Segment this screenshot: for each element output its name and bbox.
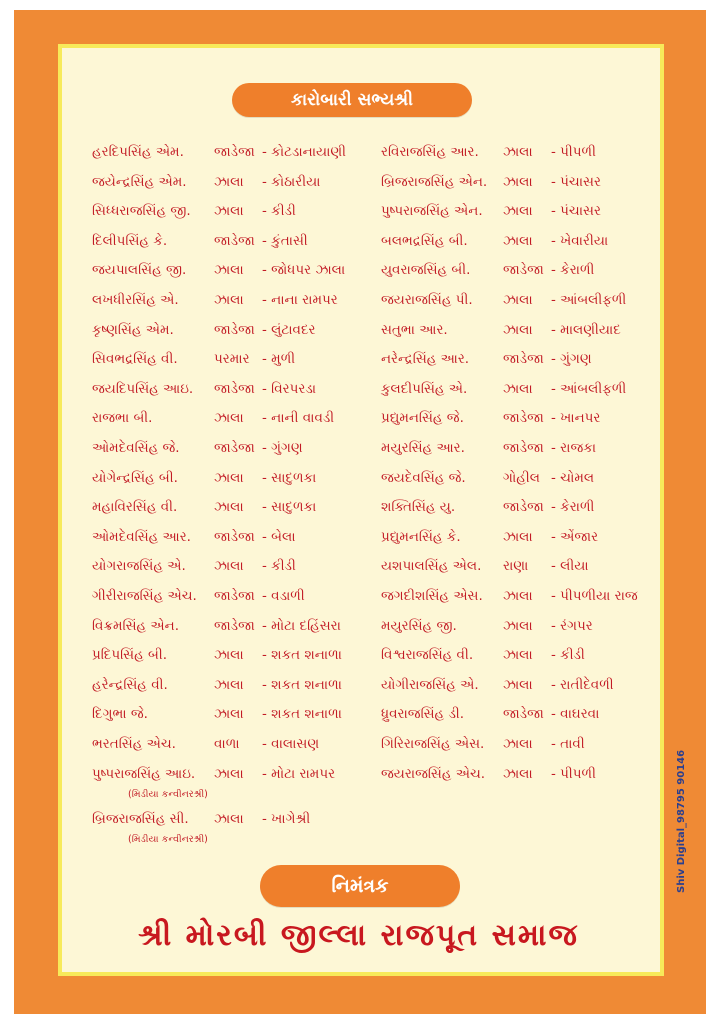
member-village: - વાલાસણ — [262, 736, 320, 752]
member-surname: ઝાલા — [503, 528, 533, 545]
member-name: યોગેન્દ્રસિંહ બી. — [92, 469, 178, 486]
member-name: ગિરિરાજસિંહ એસ. — [381, 736, 485, 752]
member-village: - મુળી — [262, 351, 296, 368]
media-convener-note-2: (મિડીયા કન્વીનરશ્રી) — [128, 834, 208, 845]
member-village: - તાવી — [551, 736, 585, 752]
member-surname: ઝાલા — [214, 203, 244, 220]
member-surname: જાડેજા — [503, 499, 544, 516]
member-name: વિક્રમસિંહ એન. — [92, 617, 179, 634]
member-village: - ચોમલ — [551, 469, 595, 486]
member-name: ઓમદેવસિંહ જે. — [92, 440, 180, 456]
member-village: - ખેવારીયા — [551, 232, 609, 249]
member-name: બ્રિજરાજસિંહ એન. — [381, 173, 488, 190]
member-surname: જાડેજા — [214, 232, 255, 249]
footer-title: શ્રી મોરબી જીલ્લા રાજપૂત સમાજ — [138, 918, 579, 953]
member-surname: જાડેજા — [214, 380, 255, 397]
invite-badge — [260, 865, 460, 907]
member-name: મયુરસિંહ જી. — [381, 617, 457, 634]
member-name: યોગીરાજસિંહ એ. — [381, 676, 479, 693]
member-name: બલભદ્રસિંહ બી. — [381, 232, 468, 249]
member-surname: ઝાલા — [503, 380, 533, 397]
member-name: કૃષ્ણસિંહ એમ. — [92, 321, 174, 338]
member-village: - કોઠારીયા — [262, 173, 321, 190]
member-surname: ઝાલા — [503, 765, 533, 782]
member-surname: જાડેજા — [214, 440, 255, 456]
member-name: યશપાલસિંહ એલ. — [381, 558, 482, 575]
member-village: - જોધપર ઝાલા — [262, 262, 346, 279]
member-village: - ખાગેશ્રી — [262, 811, 311, 827]
member-name: કુલદીપસિંહ એ. — [381, 380, 468, 397]
member-village: - મોટા રામપર — [262, 765, 336, 782]
member-village: - વડાળી — [262, 588, 305, 604]
member-name: શક્તિસિંહ યુ. — [381, 499, 456, 516]
member-village: - કીડી — [551, 647, 585, 664]
member-name: યુવરાજસિંહ બી. — [381, 262, 471, 279]
member-name: વિશ્વરાજસિંહ વી. — [381, 647, 474, 664]
member-surname: ઝાલા — [503, 588, 533, 604]
member-village: - કીડી — [262, 558, 296, 575]
member-village: - સાદુળકા — [262, 499, 317, 516]
member-surname: ઝાલા — [503, 736, 533, 752]
member-name: રવિરાજસિંહ આર. — [381, 144, 479, 160]
member-village: - લુંટાવદર — [262, 321, 316, 338]
member-surname: જાડેજા — [214, 528, 255, 545]
member-name: બ્રિજરાજસિંહ સી. — [92, 811, 189, 827]
member-surname: ઝાલા — [214, 765, 244, 782]
section-title: કારોબારી સભ્યશ્રી — [291, 90, 413, 110]
member-village: - લીયા — [551, 558, 589, 575]
member-surname: ઝાલા — [503, 144, 533, 160]
member-surname: ઝાલા — [214, 499, 244, 516]
member-village: - પીપળી — [551, 765, 596, 782]
member-surname: ઝાલા — [503, 647, 533, 664]
member-name: સતુભા આર. — [381, 321, 448, 338]
member-village: - એંજાર — [551, 528, 599, 545]
member-name: દિગુભા જે. — [92, 706, 148, 723]
member-surname: ઝાલા — [214, 173, 244, 190]
member-surname: ઝાલા — [214, 292, 244, 308]
member-surname: ઝાલા — [503, 321, 533, 338]
member-village: - વાઘરવા — [551, 706, 600, 723]
invite-label: નિમંત્રક — [331, 875, 389, 897]
member-village: - આંબલીફળી — [551, 292, 627, 308]
member-surname: વાળા — [214, 736, 240, 752]
member-name: ભરતસિંહ એચ. — [92, 736, 176, 752]
member-village: - શકત શનાળા — [262, 647, 342, 664]
member-surname: ઝાલા — [503, 203, 533, 220]
member-village: - રાજકા — [551, 440, 597, 456]
member-surname: ઝાલા — [503, 232, 533, 249]
member-name: જયદિપસિંહ આઇ. — [92, 380, 194, 397]
member-village: - કુંતાસી — [262, 232, 308, 249]
member-village: - કીડી — [262, 203, 296, 220]
member-name: હરેન્દ્રસિંહ વી. — [92, 676, 168, 693]
member-surname: જાડેજા — [214, 321, 255, 338]
member-surname: ઝાલા — [214, 811, 244, 827]
member-name: સિધ્ધરાજસિંહ જી. — [92, 203, 191, 220]
member-surname: ઝાલા — [503, 173, 533, 190]
member-surname: પરમાર — [214, 351, 250, 368]
member-name: પ્રદિપસિંહ બી. — [92, 647, 167, 664]
member-surname: ઝાલા — [214, 262, 244, 279]
member-surname: જાડેજા — [214, 617, 255, 634]
member-village: - પીપળીયા રાજ — [551, 588, 638, 604]
member-name: જયરાજસિંહ પી. — [381, 292, 473, 308]
member-village: - પંચાસર — [551, 173, 601, 190]
member-village: - રંગપર — [551, 617, 593, 634]
member-village: - કેરાળી — [551, 262, 595, 279]
member-surname: ઝાલા — [214, 676, 244, 693]
member-village: - નાની વાવડી — [262, 410, 335, 427]
member-name: દિલીપસિંહ કે. — [92, 232, 168, 249]
member-surname: ઝાલા — [214, 469, 244, 486]
member-village: - કોટડાનાયાણી — [262, 144, 347, 160]
member-surname: જાડેજા — [503, 410, 544, 427]
member-village: - સાદુળકા — [262, 469, 317, 486]
member-name: પુષ્પરાજસિંહ એન. — [381, 203, 483, 220]
member-village: - આંબલીફળી — [551, 380, 627, 397]
member-name: જયપાલસિંહ જી. — [92, 262, 187, 279]
member-village: - રાતીદેવળી — [551, 676, 614, 693]
member-name: જયદેવસિંહ જે. — [381, 469, 466, 486]
member-village: - વિરપરડા — [262, 380, 317, 397]
member-surname: ઝાલા — [214, 558, 244, 575]
member-surname: જાડેજા — [214, 144, 255, 160]
member-name: જયરાજસિંહ એચ. — [381, 765, 486, 782]
member-village: - માલણીયાદ — [551, 321, 621, 338]
member-surname: ઝાલા — [503, 676, 533, 693]
member-name: રાજભા બી. — [92, 410, 153, 427]
member-village: - ગુંગણ — [551, 351, 592, 368]
member-surname: ઝાલા — [214, 706, 244, 723]
member-surname: ઝાલા — [503, 292, 533, 308]
member-name: મહાવિરસિંહ વી. — [92, 499, 178, 516]
member-surname: જાડેજા — [503, 262, 544, 279]
member-village: - ગુંગણ — [262, 440, 303, 456]
member-name: સિવભદ્રસિંહ વી. — [92, 351, 178, 368]
member-surname: જાડેજા — [503, 706, 544, 723]
member-name: યોગરાજસિંહ એ. — [92, 558, 186, 575]
member-surname: ઝાલા — [214, 647, 244, 664]
member-surname: જાડેજા — [503, 351, 544, 368]
member-surname: ઝાલા — [503, 617, 533, 634]
member-surname: જાડેજા — [214, 588, 255, 604]
member-name: પ્રદ્યુમનસિંહ કે. — [381, 528, 461, 545]
member-village: - પીપળી — [551, 144, 596, 160]
member-name: ધ્રુવરાજસિંહ ડી. — [381, 706, 465, 723]
member-village: - બેલા — [262, 528, 296, 545]
member-name: લખધીરસિંહ એ. — [92, 292, 179, 308]
member-name: ઓમદેવસિંહ આર. — [92, 528, 191, 545]
member-name: નરેન્દ્રસિંહ આર. — [381, 351, 470, 368]
member-village: - કેરાળી — [551, 499, 595, 516]
member-village: - શકત શનાળા — [262, 706, 342, 723]
member-name: ગીરીરાજસિંહ એચ. — [92, 588, 197, 604]
member-surname: ઝાલા — [214, 410, 244, 427]
member-name: મયુરસિંહ આર. — [381, 440, 465, 456]
member-surname: રાણા — [503, 558, 529, 575]
member-name: જયેન્દ્રસિંહ એમ. — [92, 173, 187, 190]
member-name: જગદીશસિંહ એસ. — [381, 588, 483, 604]
member-village: - નાના રામપર — [262, 292, 338, 308]
member-name: પ્રદ્યુમનસિંહ જે. — [381, 410, 464, 427]
member-village: - શકત શનાળા — [262, 676, 342, 693]
member-village: - મોટા દહિંસરા — [262, 617, 341, 634]
member-village: - પંચાસર — [551, 203, 601, 220]
member-surname: ગોહીલ — [503, 469, 540, 486]
member-village: - ખાનપર — [551, 410, 601, 427]
media-convener-note-1: (મિડીયા કન્વીનરશ્રી) — [128, 789, 208, 800]
member-name: પુષ્પરાજસિંહ આઇ. — [92, 765, 196, 782]
member-surname: જાડેજા — [503, 440, 544, 456]
side-credit: Shiv Digital_98795 90146 — [676, 749, 687, 893]
section-title-badge — [232, 83, 472, 117]
member-name: હરદિપસિંહ એમ. — [92, 144, 184, 160]
